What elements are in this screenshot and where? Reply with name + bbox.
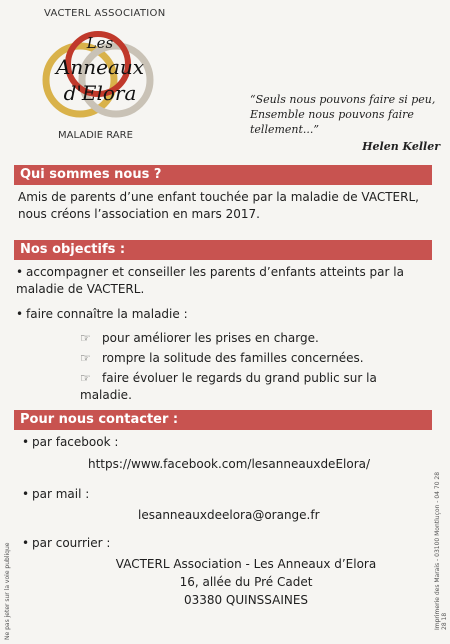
pointing-hand-icon: ☞ [80,331,91,345]
objective-sub-2 [80,350,430,367]
logo [30,24,170,128]
about-text: Amis de parents d’une enfant touchée par la maladie de VACTERL, nous créons l’association en mars 2017. [18,190,419,221]
facebook-label-text: par facebook : [32,435,119,449]
quote-block [250,92,440,154]
objectives-heading-text: Nos objectifs : [20,242,126,257]
section-heading-objectives [14,240,432,260]
bullet-icon: • [16,307,24,321]
objective-item-2-text: faire connaître la maladie : [26,307,188,321]
mail-link[interactable]: lesanneauxdeelora@orange.fr [138,508,320,522]
bullet-icon: • [22,536,30,550]
quote-line-1: “Seuls nous pouvons faire si peu, [250,93,436,106]
side-note-right: Imprimerie des Marais - 03100 Montluçon - 04 70 28 28 18 [434,471,448,630]
objective-item-2 [16,306,432,323]
side-note-left: Ne pas jeter sur la voie publique [4,542,11,640]
contact-mail-label [22,486,89,503]
objective-sub-1 [80,330,430,347]
bullet-icon: • [22,487,30,501]
section-heading-contact: Pour nous contacter : [14,410,432,430]
logo-text-les: Les [86,34,114,52]
pointing-hand-icon: ☞ [80,371,91,385]
address-line-2: 16, allée du Pré Cadet [179,575,313,589]
bullet-icon: • [16,265,24,279]
objective-item-1-text: accompagner et conseiller les parents d’enfants atteints par la maladie de VACTERL. [16,265,404,296]
objective-sub-3 [80,370,430,404]
quote-line-2: Ensemble nous pouvons faire tellement...” [250,108,414,136]
section-heading-about: Qui sommes nous ? [14,165,432,185]
logo-text-elora: d'Elora [63,81,137,105]
post-label-text: par courrier : [32,536,111,550]
bullet-icon: • [22,435,30,449]
quote-author: Helen Keller [362,140,440,153]
logo-text-anneaux: Anneaux [55,55,145,79]
address-line-1: VACTERL Association - Les Anneaux d’Elora [115,557,377,571]
address-line-3: 03380 QUINSSAINES [183,593,309,607]
contact-facebook-label [22,434,118,451]
objective-item-1 [16,264,432,298]
facebook-link[interactable]: https://www.facebook.com/lesanneauxdeElora/ [88,457,371,471]
association-name: VACTERL ASSOCIATION [44,8,166,19]
objective-sub-2-text: rompre la solitude des familles concernées. [102,351,364,365]
maladie-rare-label: MALADIE RARE [58,130,133,141]
objective-sub-3-text: faire évoluer le regards du grand public sur la maladie. [80,371,377,402]
pointing-hand-icon: ☞ [80,351,91,365]
mail-label-text: par mail : [32,487,90,501]
objective-sub-1-text: pour améliorer les prises en charge. [102,331,319,345]
contact-post-label [22,535,110,552]
